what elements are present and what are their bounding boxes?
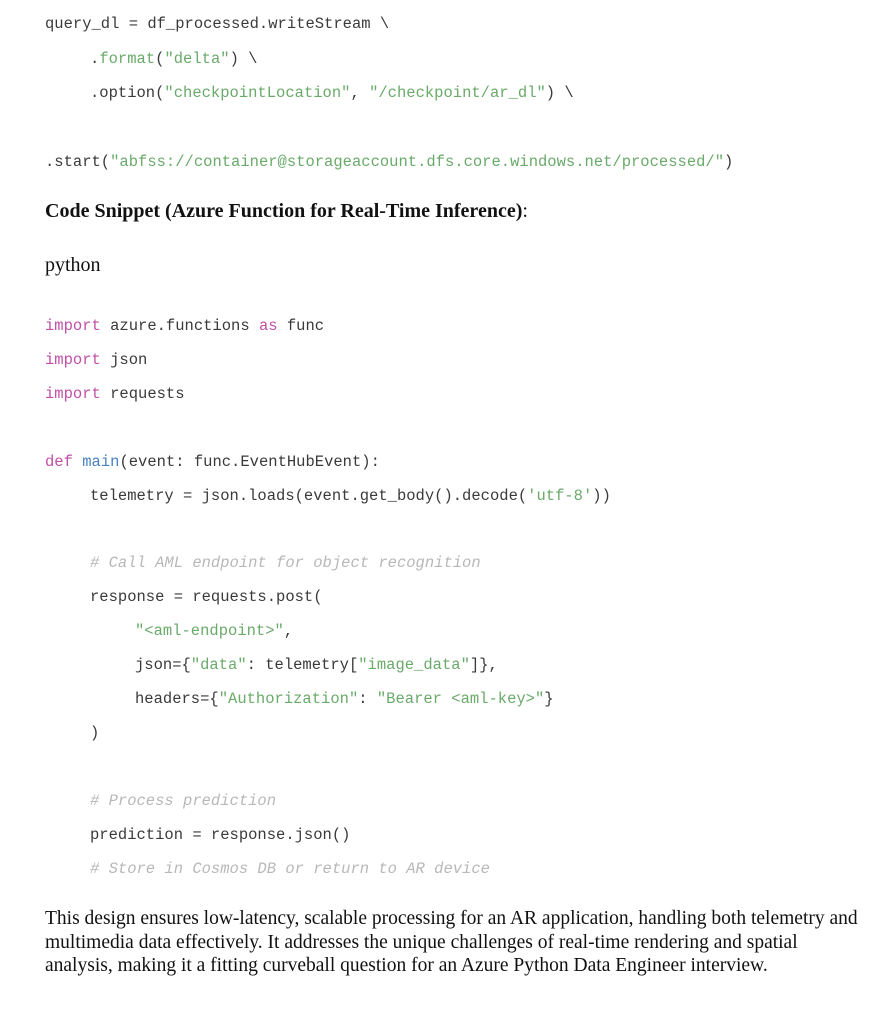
code-line-format	[90, 49, 257, 69]
code-keyword: import	[45, 385, 101, 403]
code-string: "delta"	[164, 50, 230, 68]
code-text: ))	[592, 487, 611, 505]
code-text: azure.functions	[100, 317, 259, 335]
code-text: ,	[350, 84, 370, 102]
code-string: 'utf-8'	[527, 487, 593, 505]
code-text: json={	[135, 656, 191, 674]
code-text: :	[358, 690, 377, 708]
code-keyword: def	[45, 453, 73, 471]
code-string: "/checkpoint/ar_dl"	[369, 84, 546, 102]
code-line-writestream	[45, 14, 389, 34]
code-text: .option(	[90, 84, 165, 102]
code-line-start	[45, 152, 733, 172]
code-text: query_dl = df_processed.writeStream \	[45, 15, 390, 33]
language-label: python	[45, 254, 101, 276]
code-text: (	[155, 50, 165, 68]
code-line-option	[90, 83, 574, 103]
code-line-response	[90, 587, 323, 607]
code-keyword: import	[45, 317, 101, 335]
code-line-def-main	[45, 452, 380, 472]
code-text: (event: func.EventHubEvent):	[119, 453, 380, 471]
code-text: ,	[283, 622, 294, 640]
code-comment-store: # Store in Cosmos DB or return to AR device	[90, 860, 490, 878]
code-string: "Bearer <aml-key>"	[376, 690, 545, 708]
code-text: ) \	[229, 50, 258, 68]
code-text: )	[724, 153, 734, 171]
code-comment-call-aml: # Call AML endpoint for object recognition	[90, 554, 481, 572]
code-string: "checkpointLocation"	[164, 84, 351, 102]
code-text: .	[90, 50, 100, 68]
code-text: requests	[100, 385, 185, 403]
code-string: "data"	[190, 656, 247, 674]
code-line-telemetry	[90, 486, 611, 506]
code-line-import-azure	[45, 316, 324, 336]
code-comment-process: # Process prediction	[90, 792, 277, 810]
code-text: telemetry = json.loads(event.get_body().decode(	[90, 487, 528, 505]
code-text: response = requests.post(	[90, 588, 323, 606]
code-method: format	[99, 50, 156, 68]
code-keyword: as	[258, 317, 278, 335]
code-string: "abfss://container@storageaccount.dfs.core.windows.net/processed/"	[110, 153, 725, 171]
code-text: json	[100, 351, 148, 369]
code-keyword: import	[45, 351, 101, 369]
code-text: ]},	[469, 656, 498, 674]
code-string: "<aml-endpoint>"	[135, 622, 284, 640]
code-text: }	[544, 690, 554, 708]
code-line-endpoint	[135, 621, 293, 641]
code-text: : telemetry[	[246, 656, 359, 674]
code-line-import-requests	[45, 384, 185, 404]
code-function-name: main	[82, 453, 120, 471]
code-text: ) \	[545, 84, 574, 102]
heading-text: Code Snippet (Azure Function for Real-Time Inference)	[45, 200, 523, 222]
heading-colon: :	[522, 200, 528, 222]
code-line-close-paren: )	[90, 724, 100, 742]
code-line-headers-arg	[135, 689, 554, 709]
code-string: "image_data"	[358, 656, 470, 674]
code-text: func	[277, 317, 325, 335]
code-line-prediction: prediction = response.json()	[90, 826, 351, 844]
code-text: headers={	[135, 690, 219, 708]
section-heading	[45, 200, 528, 223]
code-string: "Authorization"	[218, 690, 359, 708]
code-line-json-arg	[135, 655, 498, 675]
code-text: .start(	[45, 153, 111, 171]
summary-paragraph: This design ensures low-latency, scalable processing for an AR application, handling both telemetry and multimedia data effectively. It addresses the unique challenges of real-time rendering and spatial analysis, making it a fitting curveball question for an Azure Python Data Engineer interview.	[45, 908, 858, 976]
code-line-import-json	[45, 350, 147, 370]
